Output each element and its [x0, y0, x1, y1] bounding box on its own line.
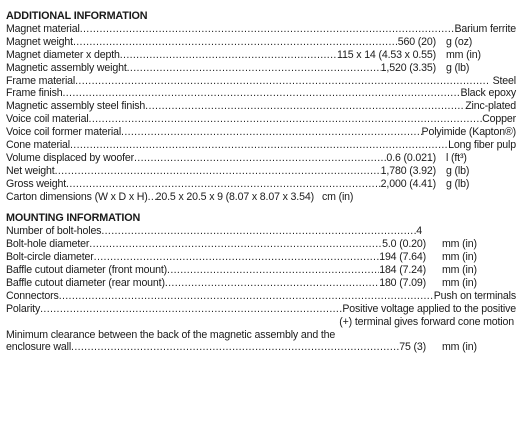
spec-row [6, 178, 516, 191]
spec-label: Polarity [6, 302, 41, 315]
spec-label: Cone material [6, 139, 70, 152]
spec-row [6, 152, 516, 165]
spec-label: Bolt-hole diameter [6, 238, 90, 251]
spec-row [6, 100, 516, 113]
spec-value: Long fiber pulp [448, 139, 516, 152]
spec-unit: g (lb) [446, 164, 470, 177]
spec-unit: g (lb) [446, 177, 470, 190]
spec-row-polarity [6, 303, 516, 316]
mounting-information-section [6, 212, 516, 354]
spec-unit: mm (in) [442, 264, 477, 277]
spec-label: Net weight [6, 164, 55, 177]
spec-row [6, 225, 516, 238]
spec-label: Voice coil material [6, 113, 89, 126]
spec-unit: l (ft³) [446, 151, 467, 164]
spec-row [6, 277, 516, 290]
spec-value: 180 (7.09) [379, 277, 426, 290]
spec-sheet [6, 10, 516, 354]
spec-row [6, 165, 516, 178]
spec-value: 115 x 14 (4.53 x 0.55) [337, 48, 436, 61]
spec-row-clearance-line1 [6, 329, 516, 342]
spec-row [6, 23, 516, 36]
spec-label: Baffle cutout diameter (front mount) [6, 264, 168, 277]
spec-row-carton [6, 191, 516, 204]
spec-row [6, 113, 516, 126]
spec-unit: mm (in) [442, 251, 477, 264]
spec-value: 1,780 (3.92) [380, 164, 436, 177]
spec-label: Magnet diameter x depth [6, 48, 120, 61]
spec-value: Zinc-plated [465, 100, 516, 113]
spec-label: Frame material [6, 74, 76, 87]
spec-value: 1,520 (3.35) [380, 61, 436, 74]
spec-row [6, 251, 516, 264]
spec-unit: g (lb) [446, 61, 470, 74]
spec-row [6, 264, 516, 277]
spec-label: Magnet material [6, 23, 80, 35]
spec-value: 0.6 (0.021) [386, 151, 436, 164]
spec-row-polarity-cont [6, 316, 516, 329]
spec-value: 194 (7.64) [379, 251, 426, 264]
spec-row [6, 87, 516, 100]
spec-value: 75 (3) [399, 341, 426, 354]
spec-label: Magnetic assembly steel finish [6, 100, 146, 113]
spec-label: Connectors [6, 289, 59, 302]
spec-label: Magnetic assembly weight [6, 61, 127, 74]
spec-value: 2,000 (4.41) [380, 177, 436, 190]
spec-label: Volume displaced by woofer [6, 151, 135, 164]
spec-value: Black epoxy [460, 87, 516, 100]
spec-value: 5.0 (0.20) [382, 238, 426, 251]
spec-value: Barium ferrite [454, 23, 516, 35]
spec-unit: g (oz) [446, 35, 473, 48]
spec-row [6, 62, 516, 75]
spec-label: Frame finish [6, 87, 63, 100]
spec-row [6, 238, 516, 251]
spec-row-clearance [6, 341, 516, 354]
spec-value: Positive voltage applied to the positive [342, 302, 516, 315]
spec-row [6, 36, 516, 49]
spec-value: 20.5 x 20.5 x 9 (8.07 x 8.07 x 3.54) [155, 190, 314, 203]
additional-information-section [6, 10, 516, 203]
spec-row [6, 139, 516, 152]
spec-row [6, 75, 516, 88]
spec-label: Gross weight [6, 177, 67, 190]
spec-value: Steel [492, 74, 516, 87]
spec-value: 560 (20) [397, 35, 436, 48]
spec-row [6, 49, 516, 62]
spec-unit: mm (in) [446, 48, 481, 61]
section-heading: ADDITIONAL INFORMATION [6, 10, 148, 22]
spec-value: Polyimide (Kapton®) [421, 126, 516, 139]
spec-row [6, 126, 516, 139]
spec-value: Copper [482, 113, 516, 126]
spec-label: Number of bolt-holes [6, 225, 102, 238]
spec-row [6, 290, 516, 303]
spec-value-cont: (+) terminal gives forward cone motion [339, 315, 514, 328]
spec-label: Baffle cutout diameter (rear mount) [6, 277, 165, 290]
spec-label: Bolt-circle diameter [6, 251, 94, 264]
spec-label: Voice coil former material [6, 126, 122, 139]
spec-unit: mm (in) [442, 238, 477, 251]
spec-value: 4 [416, 225, 422, 238]
spec-unit: mm (in) [442, 277, 477, 290]
spec-unit: cm (in) [321, 190, 354, 203]
spec-label: Magnet weight [6, 35, 73, 48]
spec-label: Carton dimensions (W x D x H) [6, 190, 148, 203]
spec-value: 184 (7.24) [379, 264, 426, 277]
spec-unit: mm (in) [442, 341, 477, 354]
section-heading: MOUNTING INFORMATION [6, 212, 141, 225]
spec-label: Minimum clearance between the back of the magnetic assembly and the [6, 328, 336, 341]
spec-value: Push on terminals [433, 289, 516, 302]
spec-label: enclosure wall [6, 341, 72, 354]
